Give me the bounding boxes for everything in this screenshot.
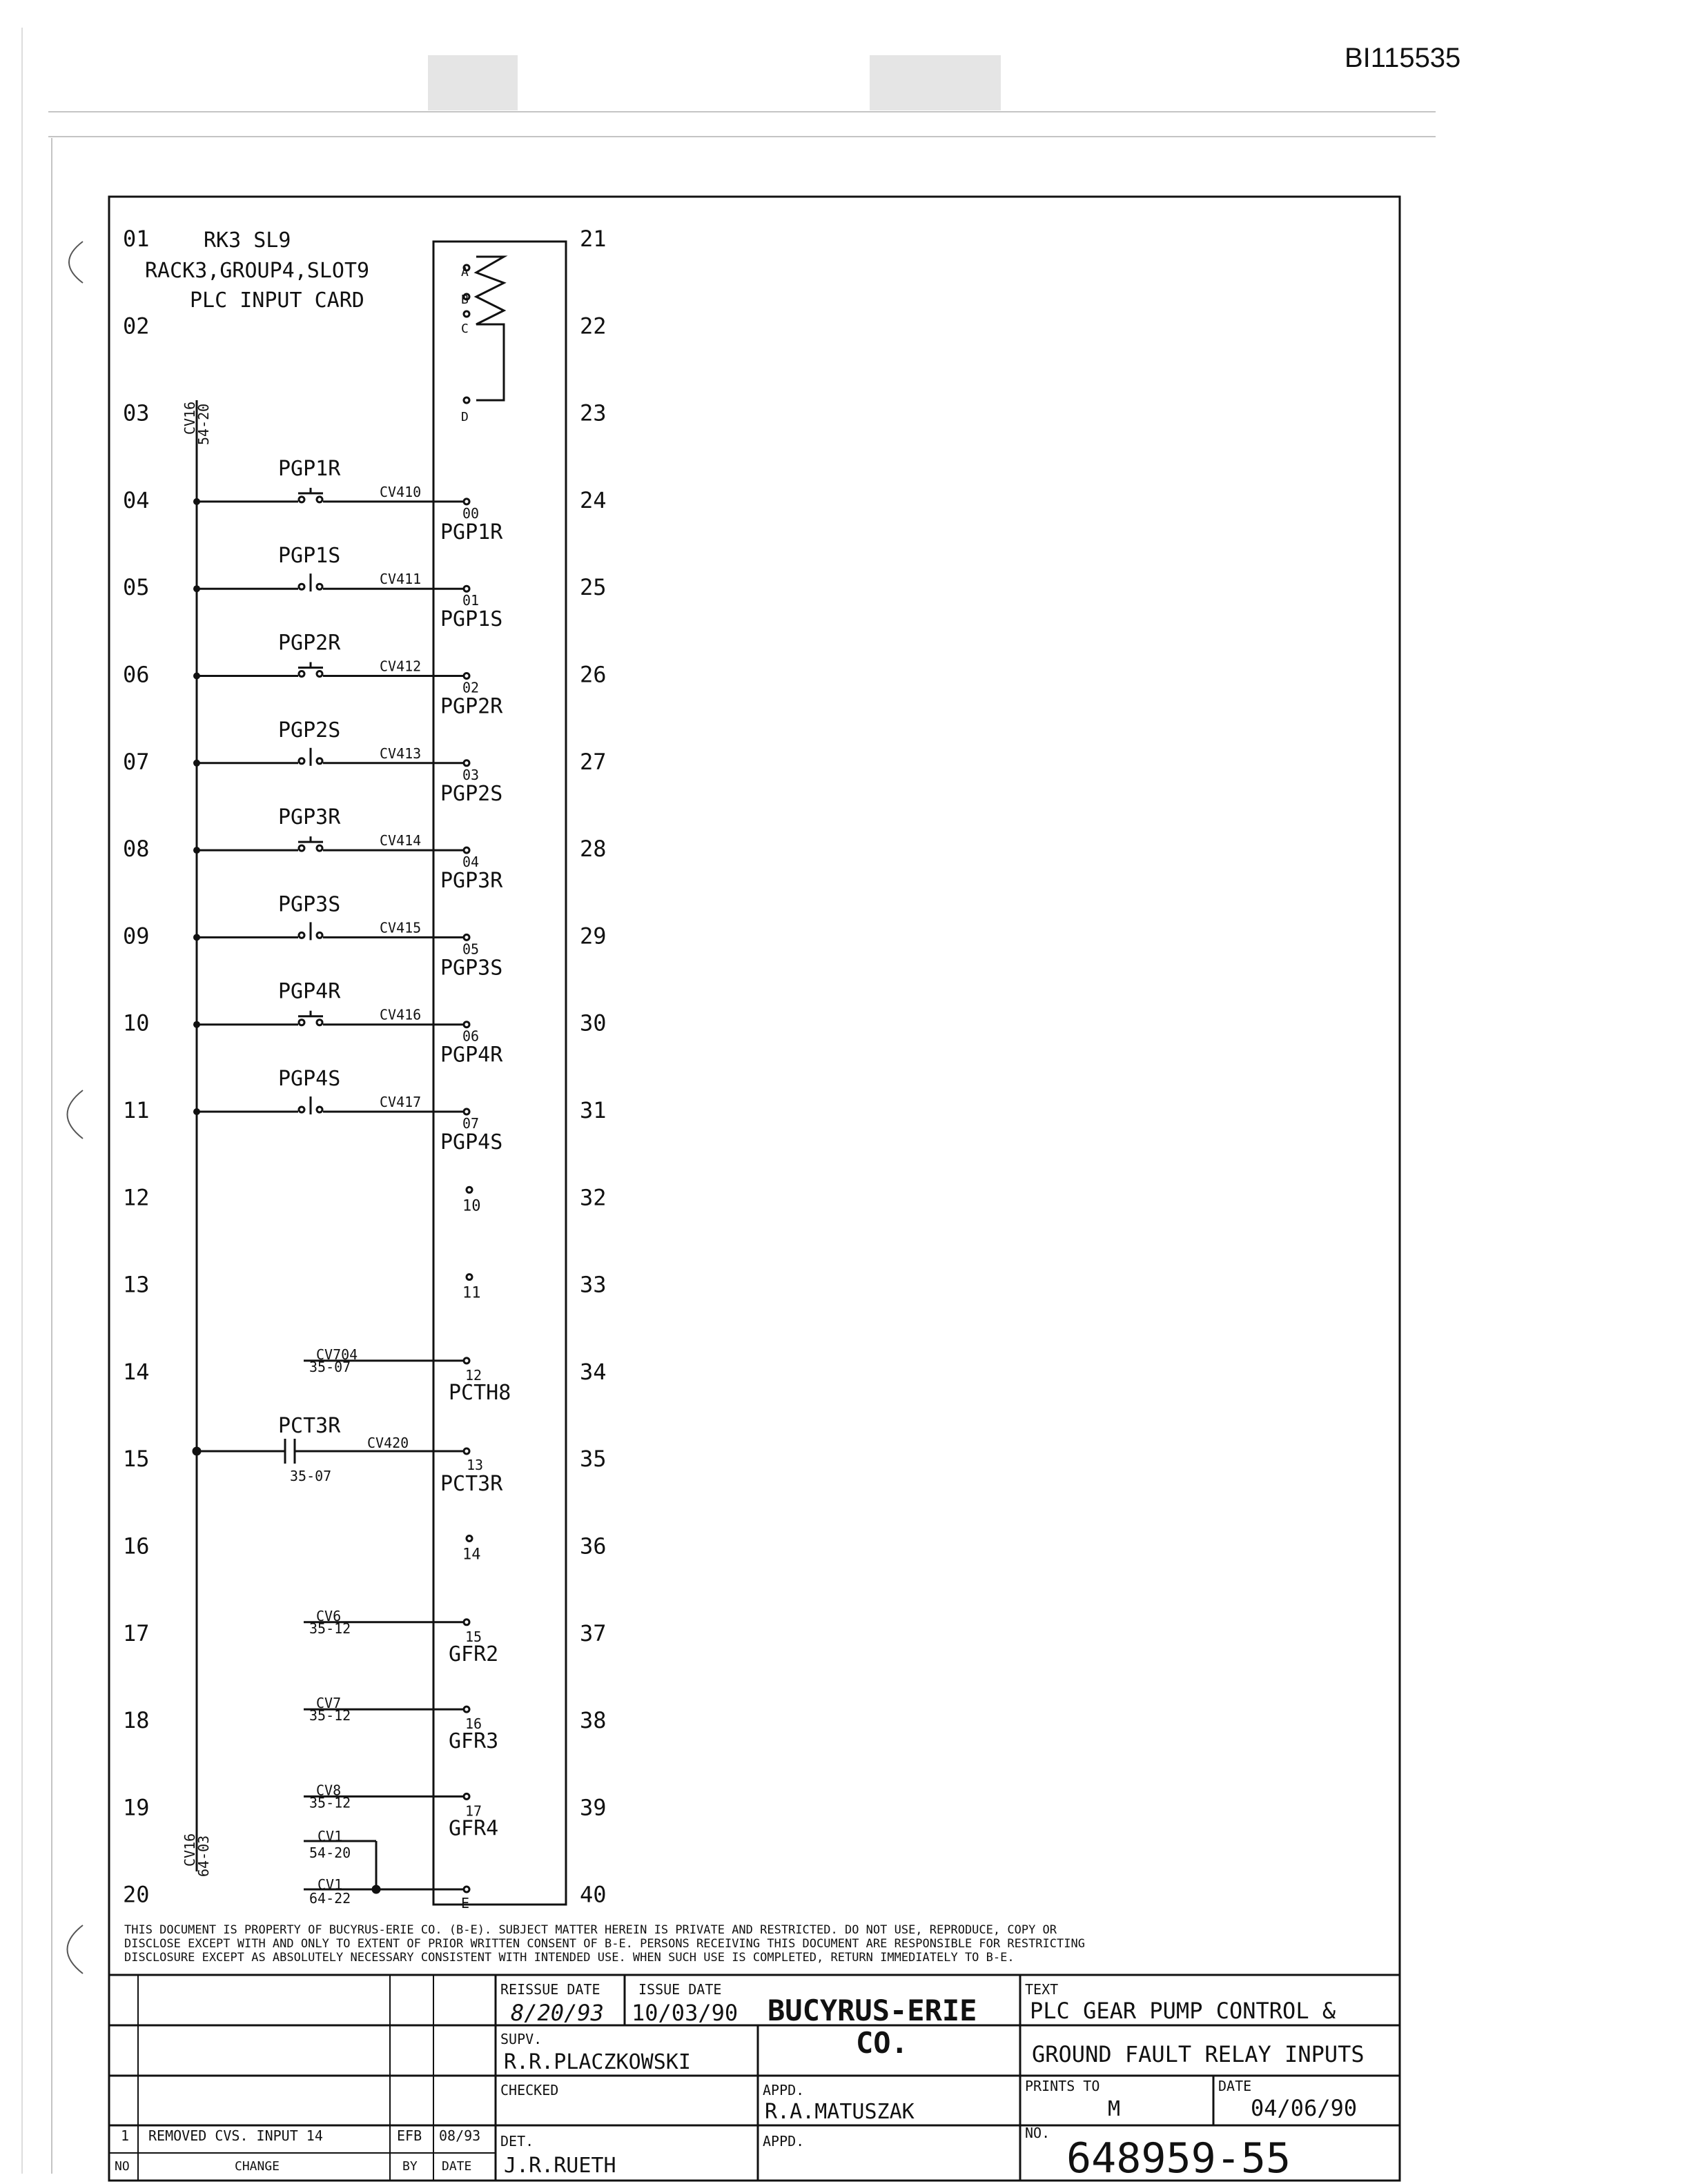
- right-row-number: 29: [580, 923, 607, 950]
- det-label: DET.: [500, 2133, 534, 2149]
- left-row-number: 15: [123, 1446, 150, 1473]
- spare-terminal: [467, 1275, 472, 1280]
- external-address: 17: [465, 1802, 482, 1820]
- input-tag: PGP2R: [440, 694, 503, 719]
- right-row-number: 39: [580, 1794, 607, 1821]
- scan-noise: [22, 28, 1436, 2174]
- right-row-number: 33: [580, 1271, 607, 1298]
- right-row-number: 22: [580, 313, 607, 340]
- title-text-2: GROUND FAULT RELAY INPUTS: [1032, 2041, 1365, 2067]
- company-name-1: BUCYRUS-ERIE: [768, 1994, 977, 2027]
- input-address: 04: [462, 854, 480, 871]
- issue-date-label: ISSUE DATE: [638, 1981, 722, 1998]
- input-terminal: [464, 934, 469, 940]
- contact-pin: [317, 584, 322, 589]
- input-wire-number: CV417: [380, 1094, 422, 1110]
- reissue-date: 8/20/93: [511, 2000, 604, 2026]
- contact-pin: [299, 497, 304, 502]
- right-row-number: 24: [580, 486, 607, 513]
- right-row-number: 27: [580, 748, 607, 775]
- external-terminal: [464, 1706, 469, 1712]
- input-address: 05: [462, 941, 480, 958]
- left-row-number: 04: [123, 486, 150, 513]
- right-row-number: 32: [580, 1184, 607, 1211]
- external-address: 15: [465, 1628, 482, 1645]
- contact-pin: [317, 758, 322, 764]
- external-ref: CV8: [316, 1782, 342, 1799]
- input-tag: PGP3R: [440, 869, 503, 894]
- input-wire-number: CV414: [380, 832, 422, 849]
- external-tag: PCTH8: [449, 1380, 511, 1405]
- external-terminal: [464, 1620, 469, 1625]
- right-row-number: 26: [580, 661, 607, 688]
- left-row-number: 06: [123, 661, 150, 688]
- input-terminal: [464, 499, 469, 504]
- left-row-number: 12: [123, 1184, 150, 1211]
- input-wire-number: CV411: [380, 571, 422, 588]
- external-ref: 35-07: [309, 1358, 351, 1375]
- det-name: J.R.RUETH: [504, 2154, 616, 2178]
- drawing-number: 648959-55: [1066, 2134, 1291, 2183]
- contact-pin: [317, 671, 322, 677]
- input-wire-number: CV412: [380, 658, 422, 675]
- right-row-number: 38: [580, 1707, 607, 1734]
- notice-line-3: DISCLOSURE EXCEPT AS ABSOLUTELY NECESSARY CONSISTENT WITH INTENDED USE. WHEN SUCH USE IS COMPLETED, RETURN IMMEDIATELY TO B-E.: [124, 1951, 1015, 1965]
- prints-to-label: PRINTS TO: [1025, 2078, 1100, 2094]
- bus-junction: [193, 498, 200, 505]
- bus-ref-top-2: 54-20: [195, 403, 212, 445]
- input-address: 01: [462, 592, 480, 609]
- input-device-label: PGP3R: [278, 805, 341, 830]
- contact-pin: [299, 1020, 304, 1025]
- card-terminal-network: [464, 257, 504, 403]
- pct3r-contact: [193, 1439, 469, 1464]
- input-wire-number: CV416: [380, 1006, 422, 1023]
- left-row-number: 09: [123, 923, 150, 950]
- bus-junction: [193, 585, 200, 592]
- card-title-line3: PLC INPUT CARD: [190, 288, 364, 313]
- right-row-number: 28: [580, 836, 607, 863]
- date-label: DATE: [1218, 2078, 1252, 2094]
- external-ref: CV6: [316, 1607, 342, 1624]
- input-tag: PGP4R: [440, 1043, 503, 1068]
- input-terminal: [464, 847, 469, 853]
- external-ref: CV7: [316, 1695, 342, 1712]
- input-terminal: [464, 1109, 469, 1114]
- title-text-1: PLC GEAR PUMP CONTROL &: [1030, 1998, 1336, 2024]
- left-row-number: 10: [123, 1010, 150, 1036]
- pct3r-tag: PCT3R: [440, 1472, 503, 1496]
- revision-date: 08/93: [439, 2127, 481, 2144]
- left-row-number: 13: [123, 1271, 150, 1298]
- date-value: 04/06/90: [1251, 2095, 1358, 2121]
- input-device-label: PGP2R: [278, 631, 341, 656]
- left-row-number: 11: [123, 1097, 150, 1123]
- card-title-line1: RK3 SL9: [204, 228, 291, 253]
- revision-by: EFB: [397, 2127, 422, 2144]
- bus-junction: [193, 934, 200, 941]
- contact-pin: [299, 671, 304, 677]
- input-wire-number: CV413: [380, 745, 422, 762]
- input-address: 06: [462, 1027, 480, 1045]
- pct3r-addr: 13: [467, 1457, 484, 1473]
- input-tag: PGP2S: [440, 781, 503, 806]
- spare-terminal: [467, 1187, 472, 1192]
- issue-date: 10/03/90: [632, 2000, 739, 2026]
- common-ref-1a: CV1: [317, 1828, 343, 1844]
- revision-change: REMOVED CVS. INPUT 14: [148, 2127, 323, 2144]
- terminal-d-label: D: [461, 410, 469, 424]
- bus-junction: [193, 1108, 200, 1115]
- left-row-number: 02: [123, 313, 150, 340]
- contact-pin: [317, 932, 322, 938]
- spare-address: 11: [462, 1284, 481, 1302]
- external-address: 12: [465, 1366, 482, 1384]
- checked-label: CHECKED: [500, 2082, 559, 2098]
- left-row-number: 07: [123, 748, 150, 775]
- input-address: 00: [462, 504, 480, 522]
- left-row-number: 20: [123, 1881, 150, 1908]
- right-row-number: 30: [580, 1010, 607, 1036]
- contact-pin: [299, 1107, 304, 1112]
- terminal-a-label: A: [461, 265, 469, 279]
- contact-pin: [317, 1107, 322, 1112]
- contact-pin: [299, 845, 304, 851]
- right-row-numbers: [580, 226, 607, 1908]
- external-ref: CV704: [316, 1346, 358, 1363]
- input-tag: PGP1R: [440, 520, 503, 544]
- revision-header-by: BY: [402, 2159, 418, 2174]
- right-row-number: 36: [580, 1533, 607, 1560]
- input-wire-number: CV415: [380, 919, 422, 936]
- left-row-number: 14: [123, 1358, 150, 1385]
- external-address: 16: [465, 1715, 482, 1733]
- reissue-date-label: REISSUE DATE: [500, 1981, 600, 1998]
- left-row-number: 18: [123, 1707, 150, 1734]
- terminal-b-label: B: [461, 293, 469, 307]
- bus-ref-top-1: CV16: [182, 401, 198, 435]
- input-address: 03: [462, 766, 480, 783]
- no-label: NO.: [1025, 2125, 1050, 2141]
- spare-address: 14: [462, 1546, 481, 1564]
- right-row-number: 40: [580, 1881, 607, 1908]
- bus-junction: [193, 673, 200, 680]
- revision-header-change: CHANGE: [235, 2159, 280, 2174]
- revision-no: 1: [121, 2127, 130, 2144]
- external-ref: 35-12: [309, 1620, 351, 1637]
- input-terminal: [464, 760, 469, 766]
- external-tag: GFR4: [449, 1816, 499, 1841]
- external-terminal: [464, 1793, 469, 1799]
- left-row-number: 16: [123, 1533, 150, 1560]
- input-device-label: PGP1R: [278, 456, 341, 481]
- input-address: 02: [462, 679, 480, 696]
- input-device-label: PGP2S: [278, 718, 341, 742]
- spare-terminal: [467, 1536, 472, 1542]
- notice-line-2: DISCLOSE EXCEPT WITH AND ONLY TO EXTENT OF PRIOR WRITTEN CONSENT OF B-E. PERSONS RECEIVING THIS DOCUMENT ARE RESPONSIBLE FOR RESTRICTING: [124, 1937, 1085, 1951]
- input-terminal: [464, 673, 469, 679]
- input-device-label: PGP1S: [278, 544, 341, 569]
- document-id: BI115535: [1345, 43, 1461, 73]
- input-device-label: PGP4S: [278, 1067, 341, 1091]
- bus-junction: [193, 760, 200, 767]
- right-row-number: 31: [580, 1097, 607, 1123]
- contact-pin: [299, 758, 304, 764]
- bus-ref-bottom-1: CV16: [182, 1833, 198, 1867]
- input-device-label: PGP3S: [278, 892, 341, 917]
- pct3r-device-label: PCT3R: [278, 1414, 341, 1438]
- left-row-number: 08: [123, 836, 150, 863]
- left-row-number: 03: [123, 400, 150, 426]
- contact-pin: [317, 497, 322, 502]
- input-tag: PGP4S: [440, 1130, 503, 1154]
- contact-pin: [317, 845, 322, 851]
- external-ref: 35-12: [309, 1794, 351, 1811]
- spare-address: 10: [462, 1197, 481, 1215]
- external-tag: GFR2: [449, 1642, 499, 1666]
- input-wire-number: CV410: [380, 483, 422, 500]
- external-ref: 35-12: [309, 1707, 351, 1724]
- right-row-number: 34: [580, 1358, 607, 1385]
- input-terminal: [464, 586, 469, 591]
- contact-pin: [299, 584, 304, 589]
- input-tag: PGP3S: [440, 956, 503, 981]
- external-tag: GFR3: [449, 1729, 499, 1754]
- supv-label: SUPV.: [500, 2031, 543, 2047]
- external-terminal: [464, 1358, 469, 1364]
- bus-ref-bottom-2: 64-03: [195, 1835, 212, 1877]
- input-address: 07: [462, 1115, 480, 1132]
- right-row-number: 25: [580, 574, 607, 601]
- pct3r-ref: 35-07: [290, 1468, 332, 1484]
- left-row-number: 17: [123, 1620, 150, 1646]
- left-row-number: 01: [123, 226, 150, 252]
- contact-pin: [299, 932, 304, 938]
- supv-name: R.R.PLACZKOWSKI: [504, 2050, 691, 2074]
- card-title-line2: RACK3,GROUP4,SLOT9: [145, 259, 370, 283]
- input-device-label: PGP4R: [278, 979, 341, 1004]
- left-row-numbers: [123, 226, 150, 1908]
- right-row-number: 37: [580, 1620, 607, 1646]
- input-terminal: [464, 1022, 469, 1027]
- revision-header-date: DATE: [442, 2159, 472, 2174]
- company-name-2: CO.: [856, 2026, 908, 2060]
- prints-to-value: M: [1108, 2097, 1121, 2121]
- appd2-label: APPD.: [763, 2133, 805, 2149]
- contact-pin: [317, 1020, 322, 1025]
- input-wiring: [193, 457, 511, 1840]
- bus-junction: [193, 1021, 200, 1028]
- common-ref-2a: CV1: [317, 1876, 343, 1893]
- right-row-number: 21: [580, 226, 607, 252]
- appd-name: R.A.MATUSZAK: [765, 2100, 915, 2124]
- left-row-number: 05: [123, 574, 150, 601]
- left-row-number: 19: [123, 1794, 150, 1821]
- terminal-e-label: E: [461, 1895, 470, 1911]
- common-ref-2b: 64-22: [309, 1890, 351, 1907]
- terminal-c-label: C: [461, 322, 469, 336]
- input-tag: PGP1S: [440, 607, 503, 632]
- bus-junction: [193, 847, 200, 854]
- common-ref-1b: 54-20: [309, 1844, 351, 1861]
- right-row-number: 23: [580, 400, 607, 426]
- text-label: TEXT: [1025, 1981, 1059, 1998]
- revision-header-no: NO: [115, 2159, 130, 2174]
- notice-line-1: THIS DOCUMENT IS PROPERTY OF BUCYRUS-ERIE CO. (B-E). SUBJECT MATTER HEREIN IS PRIVATE AND RESTRICTED. DO NOT USE, REPRODUCE, COPY OR: [124, 1923, 1057, 1937]
- appd-label: APPD.: [763, 2082, 805, 2098]
- right-row-number: 35: [580, 1446, 607, 1473]
- pct3r-wire: CV420: [367, 1435, 409, 1451]
